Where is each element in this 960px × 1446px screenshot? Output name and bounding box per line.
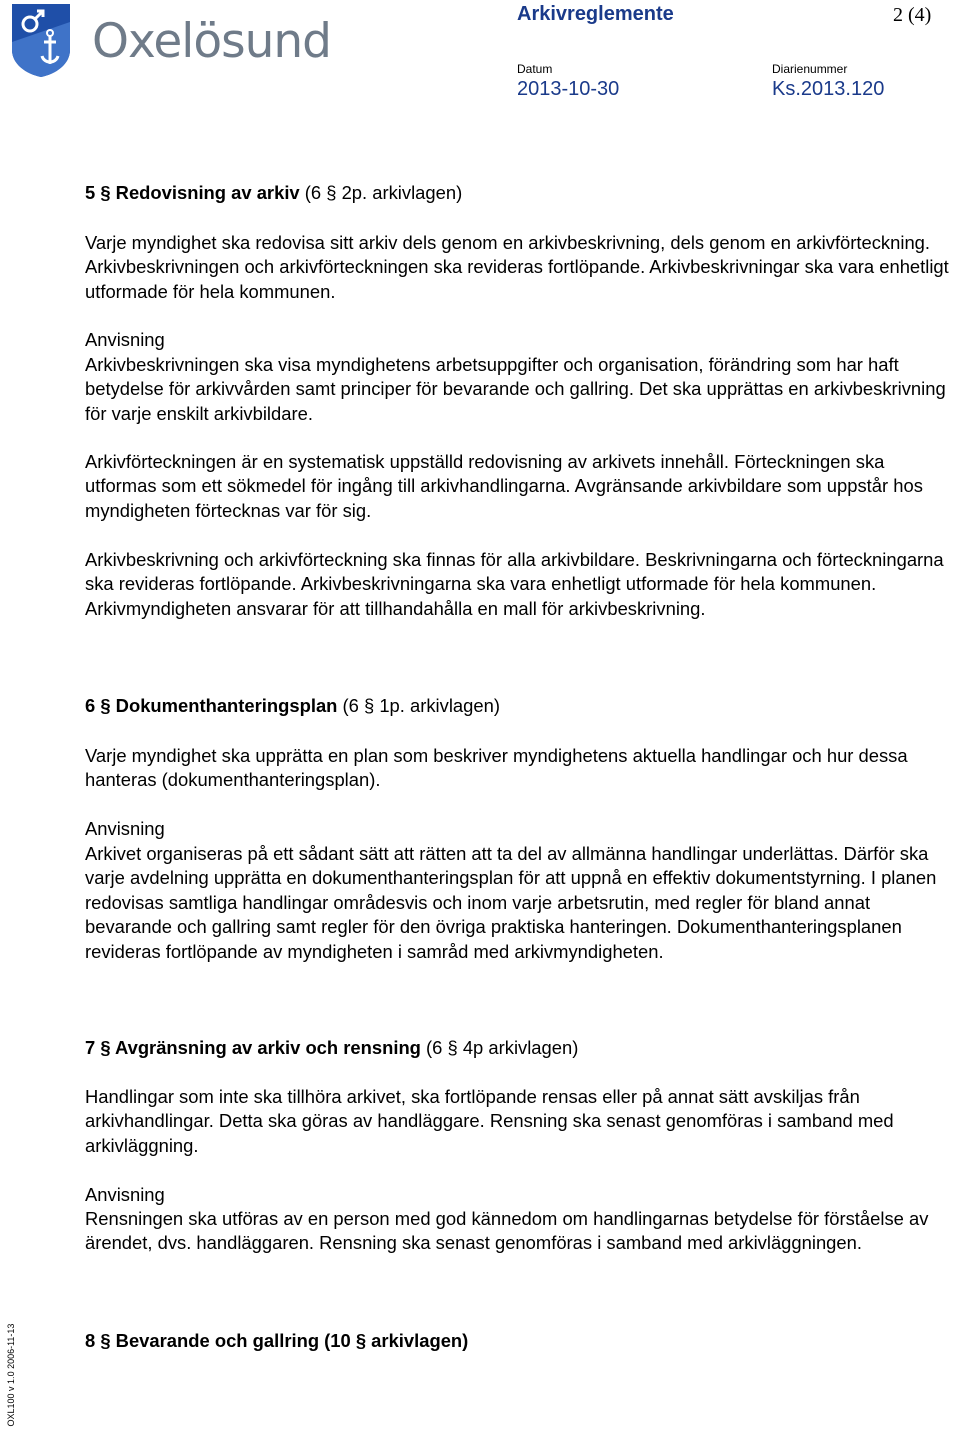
reg-label: Diarienummer	[772, 62, 848, 76]
section-5-guidance-label: Anvisning	[85, 329, 165, 350]
date-value: 2013-10-30	[517, 78, 620, 100]
section-heading-bold: 7 § Avgränsning av arkiv och rensning	[85, 1037, 421, 1058]
section-6-paragraph-1: Varje myndighet ska upprätta en plan som beskriver myndighetens aktuella handlingar och hur dessa hanteras (dokumenthanteringsplan).	[85, 745, 908, 791]
section-5-paragraph-1: Varje myndighet ska redovisa sitt arkiv dels genom en arkivbeskrivning, dels genom en arkivförteckning. Arkivbeskrivningen och arkivförteckningen ska revideras fortlöpande. Arkivbeskrivningar ska vara enhetligt utformade för hela kommunen.	[85, 232, 949, 302]
section-5-paragraph-2: Arkivbeskrivningen ska visa myndighetens arbetsuppgifter och organisation, förändring som har haft betydelse för arkivvården samt principer för bevarande och gallring. Det ska upprättas en arkivbeskrivning för varje enskilt arkivbildare.	[85, 354, 946, 424]
section-7-guidance-label: Anvisning	[85, 1184, 165, 1205]
section-5-heading	[85, 181, 960, 205]
page-number: 2 (4)	[893, 4, 932, 26]
municipality-logo	[10, 2, 350, 78]
section-heading-ref: (6 § 2p. arkivlagen)	[299, 182, 463, 203]
section-heading-ref: (6 § 4p arkivlagen)	[420, 1037, 579, 1058]
section-heading-bold: 6 § Dokumenthanteringsplan	[85, 695, 338, 716]
section-6-heading	[85, 694, 960, 718]
section-7-heading	[85, 1036, 960, 1060]
date-label: Datum	[517, 62, 553, 76]
section-5-paragraph-3: Arkivförteckningen är en systematisk uppställd redovisning av arkivets innehåll. Förteckningen ska utformas som ett sökmedel för ingång till arkivhandlingarna. Avgränsande arkivbildare som uppstår hos myndigheten förtecknas var för sig.	[85, 451, 923, 521]
section-7-paragraph-1: Handlingar som inte ska tillhöra arkivet, ska fortlöpande rensas eller på annat sätt avskiljas från arkivhandlingar. Detta ska göras av handläggare. Rensning ska senast genomföras i samband med arkivläggning.	[85, 1086, 894, 1156]
form-version-label: OXL100 v 1.0 2006-11-13	[6, 1323, 16, 1427]
section-heading-bold: 8 § Bevarande och gallring (10 § arkivlagen)	[85, 1330, 469, 1351]
section-heading-bold: 5 § Redovisning av arkiv	[85, 182, 300, 203]
section-heading-ref: (6 § 1p. arkivlagen)	[337, 695, 500, 716]
logo-text: Oxelösund	[92, 14, 331, 69]
section-8-heading	[85, 1329, 960, 1353]
document-title: Arkivreglemente	[517, 3, 674, 25]
section-6-paragraph-2: Arkivet organiseras på ett sådant sätt att rätten att ta del av allmänna handlingar underlättas. Därför ska varje avdelning upprätta en dokumenthanteringsplan för att uppnå en effektiv dokumentstyrning. I planen redovisas samtliga handlingar områdesvis och inom varje arbetsrutin, med regler för bland annat bevarande och gallring samt regler för den övriga praktiska hanteringen. Dokumenthanteringsplanen revideras fortlöpande av myndigheten i samråd med arkivmyndigheten.	[85, 843, 937, 962]
section-5-paragraph-4: Arkivbeskrivning och arkivförteckning ska finnas för alla arkivbildare. Beskrivningarna och förteckningarna ska revideras fortlöpande. Arkivbeskrivningarna ska vara enhetligt utformade för hela kommunen. Arkivmyndigheten ansvarar för att tillhandahålla en mall för arkivbeskrivning.	[85, 549, 944, 619]
shield-icon	[10, 2, 72, 78]
reg-value: Ks.2013.120	[772, 78, 885, 100]
section-6-guidance-label: Anvisning	[85, 818, 165, 839]
section-7-paragraph-2: Rensningen ska utföras av en person med god kännedom om handlingarnas betydelse för förståelse av ärendet, dvs. handläggaren. Rensning ska senast genomföras i samband med arkivläggningen.	[85, 1208, 929, 1254]
